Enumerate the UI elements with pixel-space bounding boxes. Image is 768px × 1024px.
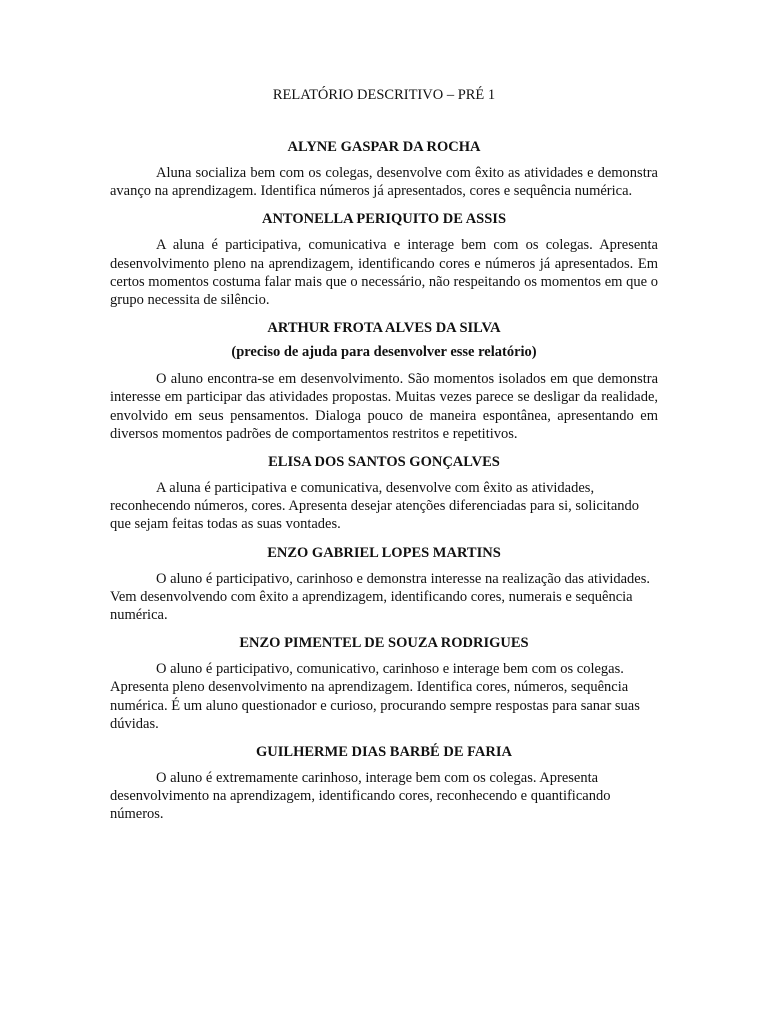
student-report: O aluno encontra-se em desenvolvimento. São momentos isolados em que demonstra interesse em participar das atividades propostas. Muitas vezes parece se desligar da realidade, envolvido em seus pensamentos. Dialoga pouco de maneira espontânea, apresentando em diversos momentos padrões de comportamentos restritos e repetitivos. — [110, 371, 658, 442]
student-report: A aluna é participativa e comunicativa, desenvolve com êxito as atividades, reconhecendo números, cores. Apresenta desejar atenções diferenciadas para si, solicitando que sejam feitas todas as suas vontades. — [110, 480, 640, 533]
student-entry-enzo-gabriel — [110, 544, 658, 625]
student-entry-guilherme — [110, 743, 658, 824]
student-entry-alyne — [110, 138, 658, 200]
student-name: GUILHERME DIAS BARBÉ DE FARIA — [256, 744, 512, 761]
student-name: ELISA DOS SANTOS GONÇALVES — [268, 454, 500, 471]
student-report: A aluna é participativa, comunicativa e interage bem com os colegas. Apresenta desenvolvimento pleno na aprendizagem, identificando cores e números já apresentados. Em certos momentos costuma falar mais que o necessário, não respeitando os momentos em que o grupo necessita de silêncio. — [110, 237, 658, 309]
student-name: ANTONELLA PERIQUITO DE ASSIS — [261, 211, 507, 228]
student-entry-arthur — [110, 319, 658, 443]
student-entry-enzo-pimentel — [110, 634, 658, 733]
document-title: RELATÓRIO DESCRITIVO – PRÉ 1 — [272, 87, 496, 103]
student-entry-antonella — [110, 210, 658, 309]
student-report: Aluna socializa bem com os colegas, desenvolve com êxito as atividades e demonstra avanço na aprendizagem. Identifica números já apresentados, cores e sequência numérica. — [110, 165, 658, 200]
student-name: ENZO PIMENTEL DE SOUZA RODRIGUES — [239, 635, 529, 652]
student-report: O aluno é participativo, comunicativo, carinhoso e interage bem com os colegas. Apresenta pleno desenvolvimento na aprendizagem. Identifica cores, números, sequência numérica. É um aluno questionador e curioso, procurando sempre respostas para sanar suas dúvidas. — [110, 661, 640, 732]
student-report: O aluno é extremamente carinhoso, interage bem com os colegas. Apresenta desenvolvimento na aprendizagem, identificando cores, reconhecendo e quantificando números. — [110, 770, 611, 823]
student-entry-elisa — [110, 453, 658, 534]
student-name: ALYNE GASPAR DA ROCHA — [287, 139, 481, 155]
student-report: O aluno é participativo, carinhoso e demonstra interesse na realização das atividades. Vem desenvolvendo com êxito a aprendizagem, identificando cores, numerais e sequência numérica. — [110, 570, 651, 624]
student-name: ENZO GABRIEL LOPES MARTINS — [267, 544, 501, 561]
student-note: (preciso de ajuda para desenvolver esse relatório) — [231, 344, 537, 361]
student-name: ARTHUR FROTA ALVES DA SILVA — [267, 320, 501, 337]
